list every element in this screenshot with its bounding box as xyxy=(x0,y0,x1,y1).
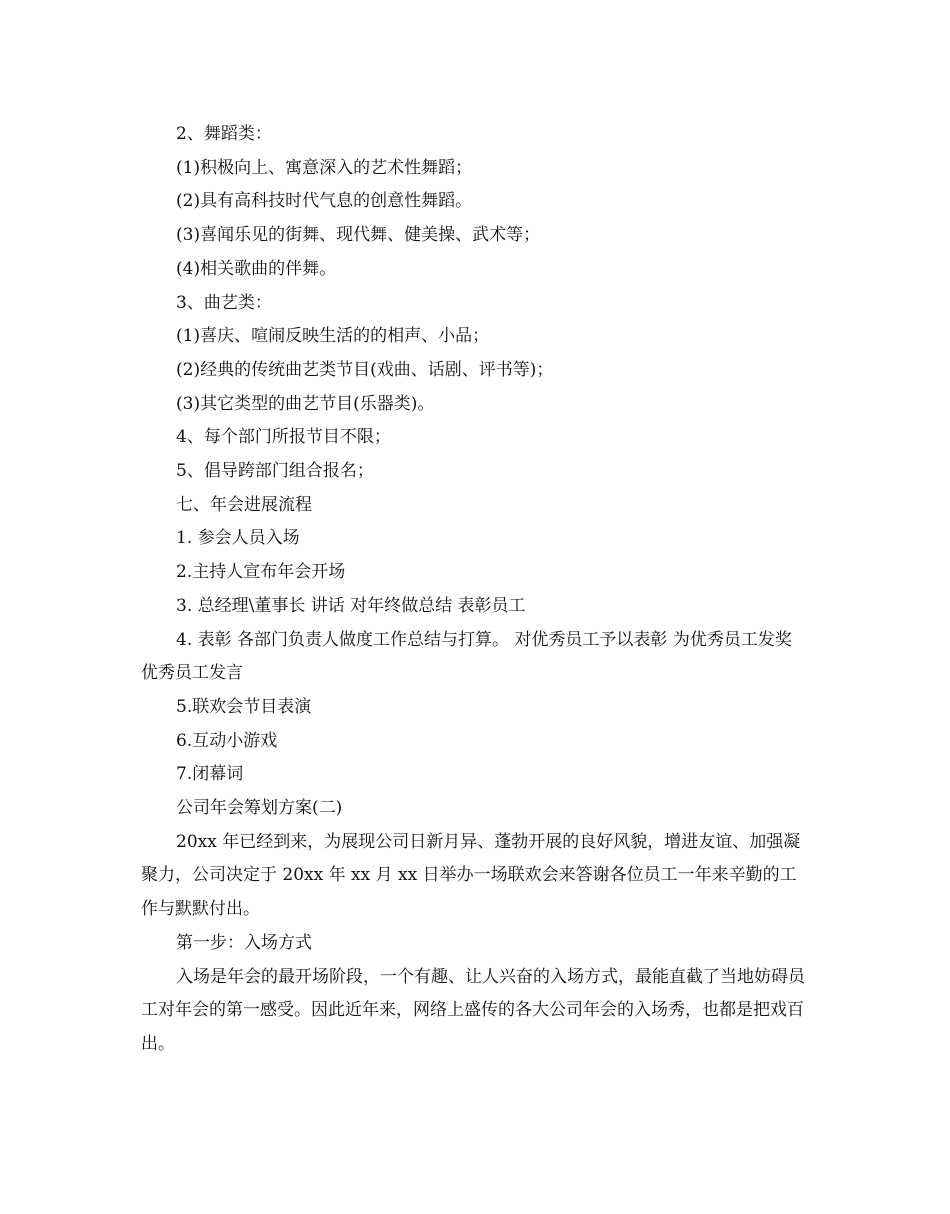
process-step-7: 7.闭幕词 xyxy=(176,764,244,785)
paragraph-dance-item-1: (1)积极向上、寓意深入的艺术性舞蹈； xyxy=(176,157,473,178)
paragraph-quyi-heading: 3、曲艺类： xyxy=(176,292,272,313)
paragraph-quyi-item-3: (3)其它类型的曲艺节目(乐器类)。 xyxy=(176,393,435,414)
paragraph-rule-4: 4、每个部门所报节目不限； xyxy=(176,427,391,448)
paragraph-rule-5: 5、倡导跨部门组合报名； xyxy=(176,461,374,482)
paragraph-dance-item-3: (3)喜闻乐见的街舞、现代舞、健美操、武术等； xyxy=(176,225,541,246)
plan-two-intro: 20xx 年已经到来，为展现公司日新月异、蓬勃开展的良好风貌，增进友谊、加强凝聚力，公司决定于 20xx 年 xx 月 xx 日举办一场联欢会来答谢各位员工一年来辛勤的工作与默默付出。 xyxy=(141,831,801,920)
paragraph-dance-item-4: (4)相关歌曲的伴舞。 xyxy=(176,258,337,279)
process-step-2: 2.主持人宣布年会开场 xyxy=(176,562,346,583)
section-heading-process: 七、年会进展流程 xyxy=(176,494,312,515)
step-one-body: 入场是年会的最开场阶段，一个有趣、让人兴奋的入场方式，最能直截了当地妨碍员工对年会的第一感受。因此近年来，网络上盛传的各大公司年会的入场秀，也都是把戏百出。 xyxy=(141,966,805,1054)
paragraph-quyi-item-2: (2)经典的传统曲艺类节目(戏曲、话剧、评书等)； xyxy=(176,359,554,380)
process-step-1: 1. 参会人员入场 xyxy=(176,528,300,549)
process-step-4: 4. 表彰 各部门负责人做度工作总结与打算。 对优秀员工予以表彰 为优秀员工发奖 优秀员工发言 xyxy=(141,629,798,684)
step-one-heading: 第一步：入场方式 xyxy=(176,932,312,953)
paragraph-quyi-item-1: (1)喜庆、喧闹反映生活的的相声、小品； xyxy=(176,326,490,347)
document-body xyxy=(141,118,811,1062)
paragraph-dance-heading: 2、舞蹈类： xyxy=(176,124,272,144)
process-step-5: 5.联欢会节目表演 xyxy=(176,696,312,717)
plan-two-title: 公司年会筹划方案(二) xyxy=(176,798,343,819)
process-step-3: 3. 总经理\董事长 讲话 对年终做总结 表彰员工 xyxy=(176,595,526,616)
process-step-6: 6.互动小游戏 xyxy=(176,730,278,751)
paragraph-dance-item-2: (2)具有高科技时代气息的创意性舞蹈。 xyxy=(176,191,473,212)
